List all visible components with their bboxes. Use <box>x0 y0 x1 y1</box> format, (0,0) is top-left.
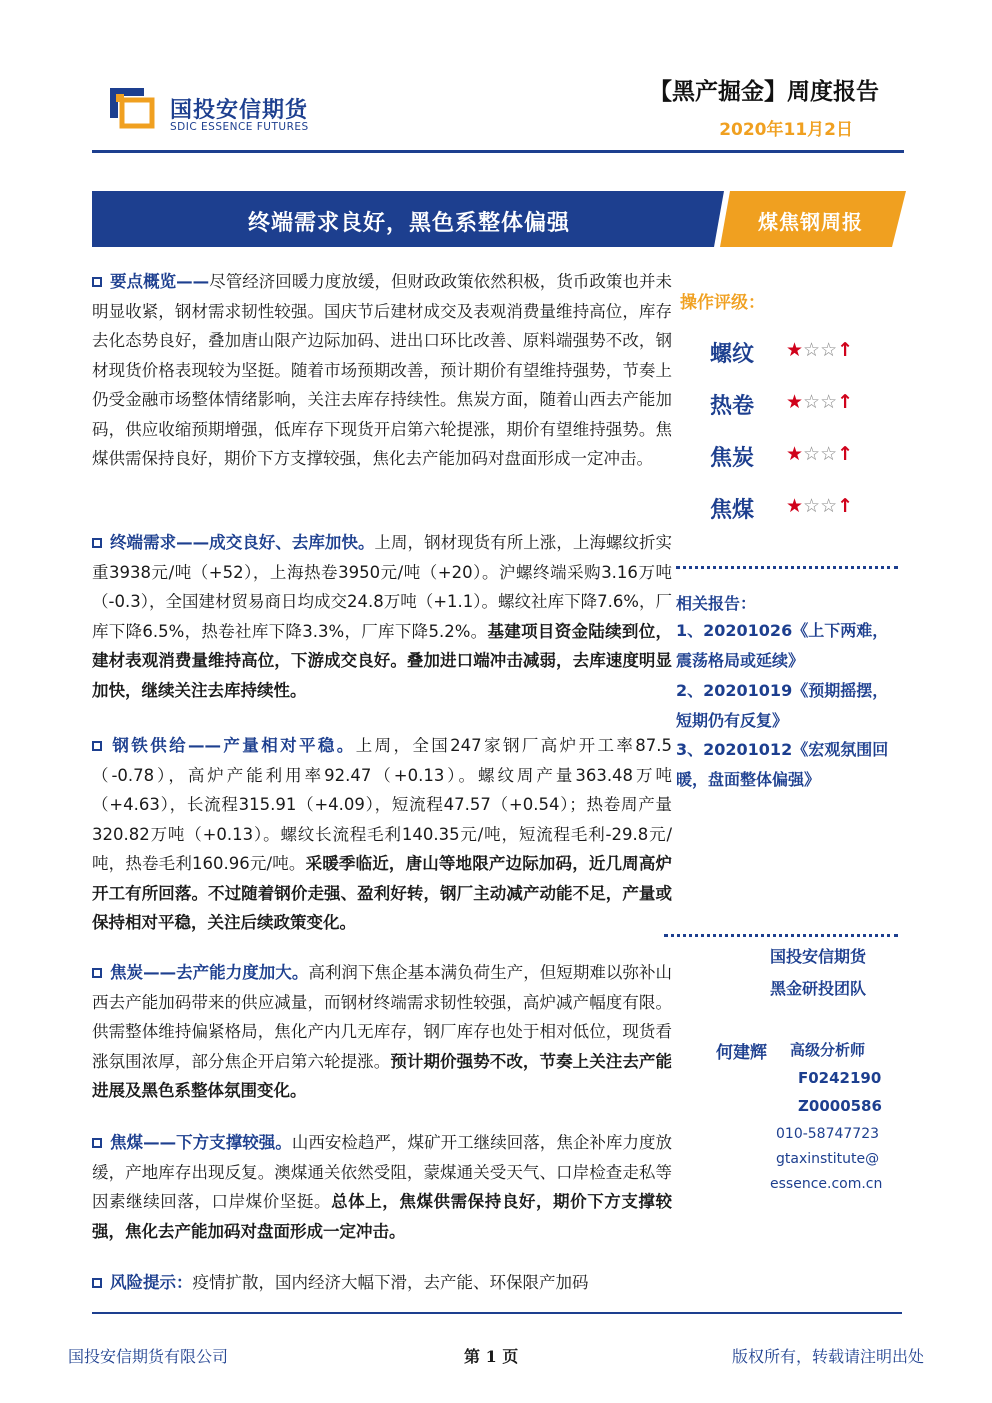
related-report-link[interactable]: 2、20201019《预期摇摆，短期仍有反复》 <box>676 681 889 730</box>
section-head: 风险提示： <box>110 1273 193 1292</box>
team-name: 黑金研投团队 <box>770 979 867 998</box>
rating-product: 焦炭 <box>710 446 755 471</box>
checkbox-bullet-icon <box>92 741 102 751</box>
arrow-up-icon: ↑ <box>837 391 854 413</box>
banner-headline: 终端需求良好，黑色系整体偏强 <box>248 211 571 236</box>
analyst-id-z: Z0000586 <box>798 1097 882 1115</box>
section-conclusion: 采暖季临近，唐山等地限产边际加码，近几周高炉开工有所回落。不过随着钢价走强、盈利好转，钢厂主动减产动能不足，产量或保持相对平稳，关注后续政策变化。 <box>92 854 673 932</box>
section-text: 上周，全国247家钢厂高炉开工率87.5（-0.78），高炉产能利用率92.47（+0.13）。螺纹周产量363.48万吨（+4.63），长流程315.91（+4.09），短流程47.57（+0.54）；热卷周产量320.82万吨（+0.13）。螺纹长流程毛利140.35元/吨，短流程毛利-29.8元/吨，热卷毛利160.96元/吨。 <box>92 736 673 873</box>
rating-product: 热卷 <box>710 394 755 419</box>
arrow-up-icon: ↑ <box>837 495 854 517</box>
footer-company: 国投安信期货有限公司 <box>68 1347 229 1366</box>
analyst-title: 高级分析师 <box>790 1041 866 1059</box>
dotted-divider <box>664 934 898 937</box>
checkbox-bullet-icon <box>92 968 102 978</box>
star-filled-icon: ★ <box>786 495 804 517</box>
checkbox-bullet-icon <box>92 277 102 287</box>
rating-product: 焦煤 <box>710 498 755 523</box>
banner-tag: 煤焦钢周报 <box>758 210 863 234</box>
logo-english-name: SDIC ESSENCE FUTURES <box>170 121 309 133</box>
section-overview <box>92 267 672 474</box>
arrow-up-icon: ↑ <box>837 443 854 465</box>
section-risk <box>92 1268 672 1298</box>
team-company: 国投安信期货 <box>770 947 867 966</box>
section-text: 尽管经济回暖力度放缓，但财政政策依然积极，货币政策也并未明显收紧，钢材需求韧性较强。国庆节后建材成交及表观消费量维持高位，库存去化态势良好，叠加唐山限产边际加码、进出口环比改善、原料端强势不改，钢材现货价格表现较为坚挺。随着市场预期改善，预计期价有望维持强势，节奏上仍受金融市场整体情绪影响，关注去库存持续性。焦炭方面，随着山西去产能加码，供应收缩预期增强，低库存下现货开启第六轮提涨，期价有望维持强势。焦煤供需保持良好，期价下方支撑较强，焦化去产能加码对盘面形成一定冲击。 <box>92 272 673 468</box>
section-head: 焦炭——去产能力度加大。 <box>110 963 309 982</box>
star-filled-icon: ★ <box>786 443 804 465</box>
footer-divider <box>92 1312 902 1314</box>
section-text: 山西安检趋严，煤矿开工继续回落，焦企补库力度放缓，产地库存出现反复。澳煤通关依然受阻，蒙煤通关受天气、口岸检查走私等因素继续回落，口岸煤价坚挺。 <box>92 1133 673 1211</box>
rating-title: 操作评级： <box>680 293 765 313</box>
checkbox-bullet-icon <box>92 1138 102 1148</box>
header-divider <box>92 150 904 153</box>
section-head: 钢铁供给——产量相对平稳。 <box>110 736 356 755</box>
checkbox-bullet-icon <box>92 538 102 548</box>
section-text: 疫情扩散，国内经济大幅下滑，去产能、环保限产加码 <box>192 1273 589 1292</box>
report-title: 【黑产掘金】周度报告 <box>649 79 879 105</box>
checkbox-bullet-icon <box>92 1278 102 1288</box>
star-filled-icon: ★ <box>786 391 804 413</box>
section-text: 高利润下焦企基本满负荷生产，但短期难以弥补山西去产能加码带来的供应减量，而钢材终端需求韧性较强，高炉减产幅度有限。供需整体维持偏紧格局，焦化产内几无库存，钢厂库存也处于相对低位，现货看涨氛围浓厚，部分焦企开启第六轮提涨。 <box>92 963 673 1071</box>
sdic-logo-icon <box>110 88 158 130</box>
section-head: 要点概览—— <box>110 272 210 291</box>
footer-copyright: 版权所有，转载请注明出处 <box>731 1347 924 1366</box>
section-coal <box>92 1128 672 1246</box>
related-report-link[interactable]: 1、20201026《上下两难，震荡格局或延续》 <box>676 621 889 670</box>
section-coke <box>92 958 672 1106</box>
star-empty-icon: ☆☆ <box>803 391 838 413</box>
page-number: 第 1 页 <box>464 1347 519 1366</box>
section-conclusion: 预计期价强势不改，节奏上关注去产能进展及黑色系整体氛围变化。 <box>92 1051 673 1100</box>
star-empty-icon: ☆☆ <box>803 443 838 465</box>
star-filled-icon: ★ <box>786 339 804 361</box>
section-conclusion: 总体上，焦煤供需保持良好，期价下方支撑较强，焦化去产能加码对盘面形成一定冲击。 <box>92 1192 673 1241</box>
dotted-divider <box>676 566 898 569</box>
rating-stars <box>786 339 853 361</box>
star-empty-icon: ☆☆ <box>803 495 838 517</box>
report-date: 2020年11月2日 <box>719 120 853 140</box>
rating-product: 螺纹 <box>710 342 755 367</box>
section-demand <box>92 528 672 705</box>
section-head: 终端需求——成交良好、去库加快。 <box>110 533 375 552</box>
phone-number: 010-58747723 <box>776 1126 880 1142</box>
related-reports-title: 相关报告： <box>676 594 757 613</box>
section-text: 上周，钢材现货有所上涨，上海螺纹折实重3938元/吨（+52），上海热卷3950元/吨（+20）。沪螺终端采购3.16万吨（-0.3），全国建材贸易商日均成交24.8万吨（+1.1）。螺纹社库下降7.6%，厂库下降6.5%，热卷社库下降3.3%，厂库下降5.2%。 <box>92 533 673 641</box>
related-report-link[interactable]: 3、20201012《宏观氛围回暖，盘面整体偏强》 <box>676 740 889 789</box>
section-conclusion: 基建项目资金陆续到位，建材表观消费量维持高位，下游成交良好。叠加进口端冲击减弱，去库速度明显加快，继续关注去库持续性。 <box>92 621 672 700</box>
analyst-id-f: F0242190 <box>798 1069 882 1087</box>
rating-stars <box>786 495 853 517</box>
rating-stars <box>786 443 853 465</box>
email-line-1[interactable]: gtaxinstitute@ <box>776 1151 880 1167</box>
logo-company-name: 国投安信期货 <box>170 98 309 123</box>
star-empty-icon: ☆☆ <box>803 339 838 361</box>
section-head: 焦煤——下方支撑较强。 <box>110 1133 292 1152</box>
email-line-2[interactable]: essence.com.cn <box>770 1176 883 1192</box>
arrow-up-icon: ↑ <box>837 339 854 361</box>
section-supply <box>92 731 672 938</box>
analyst-name: 何建辉 <box>716 1043 767 1063</box>
rating-stars <box>786 391 853 413</box>
